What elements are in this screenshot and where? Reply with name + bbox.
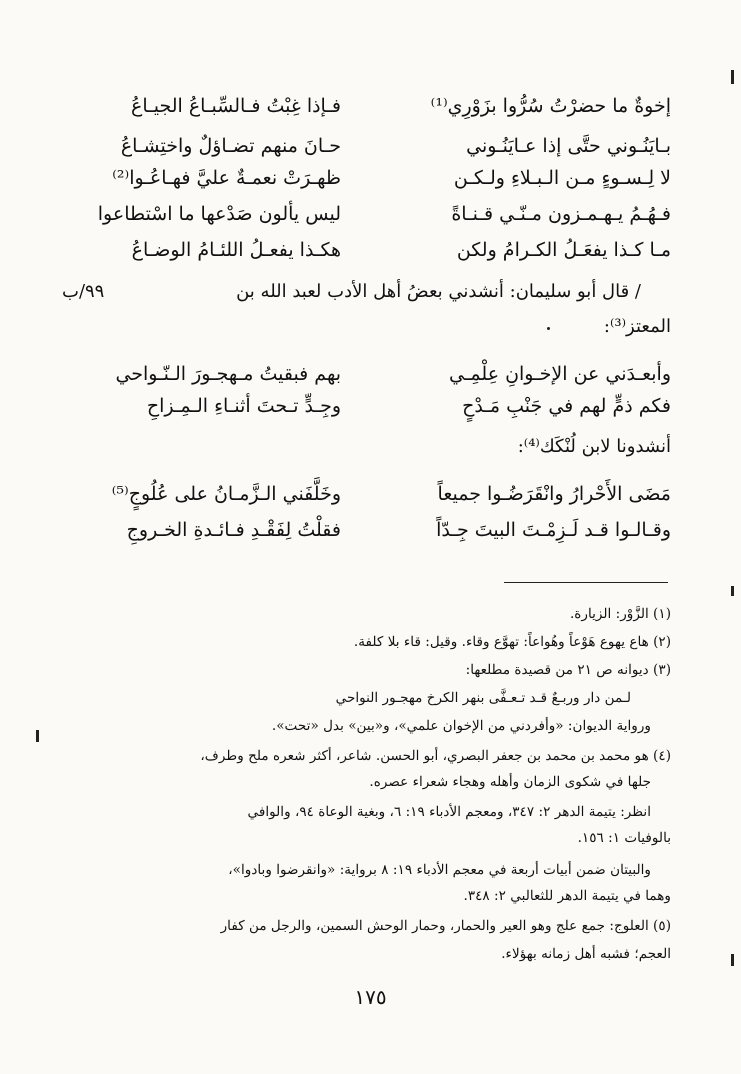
verse-line — [0, 196, 741, 232]
verse-line — [0, 128, 741, 164]
verse-first-hemistich: وقـالـوا قـد لَـزِمْـتَ البيتَ جِـدّاً — [436, 519, 671, 541]
verse-second-hemistich: حـانَ منهم تضـاؤلٌ واختِشـاعُ — [120, 135, 341, 157]
verse-first-hemistich: فـهُـمُ يـهـمـزون مـنّـي قـنـاةً — [451, 203, 671, 225]
attribution-line: أنشدونا لابن لُنْكَك⁽⁴⁾: — [517, 436, 671, 457]
footnote-3-quoted-verse: لـمن دار وربـعٌ قـد تـعـفَّى بنهر الكرخ مهجـور النواحي — [335, 690, 631, 706]
verse-first-hemistich: بـايَنُـوني حتَّى إذا عـايَنُـوني — [466, 135, 671, 157]
footnote-4-continued: جلها في شكوى الزمان وأهله وهجاء شعراء عصره. — [369, 774, 651, 790]
attribution-line: / قال أبو سليمان: أنشدني بعضُ أهل الأدب لعبد الله بن — [236, 281, 641, 302]
footnote-1: (١) الزَّوْر: الزيارة. — [569, 606, 671, 622]
footnote-5-continued: العجم؛ فشبه أهل زمانه بهؤلاء. — [501, 946, 671, 962]
verse-second-hemistich: وجِـدٍّ تـحتَ أثنـاءِ الـمِـزاحِ — [146, 395, 341, 417]
footnote-4-references-continued: بالوفيات ١: ١٥٦. — [577, 830, 671, 846]
verse-first-hemistich: مَضَى الأَحْرارُ وانْقَرَضُـوا جميعاً — [437, 483, 671, 505]
scan-edge-mark — [731, 586, 734, 596]
verse-second-hemistich: بهم فبقيتُ مـهجـورَ الـنّـواحي — [115, 363, 341, 385]
verse-line — [0, 476, 741, 512]
folio-marker: ٩٩/ب — [62, 281, 105, 302]
verse-second-hemistich: وخَلَّفَني الـزَّمـانُ على عُلُوجٍ⁽⁵⁾ — [111, 483, 341, 505]
verse-line — [0, 388, 741, 424]
footnote-4: (٤) هو محمد بن محمد بن جعفر البصري، أبو الحسن. شاعر، أكثر شعره ملح وطرف، — [200, 748, 671, 764]
scan-edge-mark — [731, 954, 734, 966]
attribution-line-continued: المعتز⁽³⁾: — [603, 316, 671, 337]
footnote-3-continued: ورواية الديوان: «وأفردني من الإخوان علمي»، و«بين» بدل «تحت». — [271, 718, 651, 734]
verse-second-hemistich: ليس يألون صَدْعها ما اسْتطاعوا — [97, 203, 341, 225]
verse-second-hemistich: هكـذا يفعـلُ اللئـامُ الوضـاعُ — [131, 239, 341, 261]
footnote-separator — [504, 582, 668, 583]
verse-line — [0, 160, 741, 196]
footnote-4-note: والبيتان ضمن أبيات أربعة في معجم الأدباء ١٩: ٨ برواية: «وانقرضوا وبادوا»، — [228, 862, 651, 878]
footnote-3: (٣) ديوانه ص ٢١ من قصيدة مطلعها: — [465, 662, 671, 678]
footnote-5: (٥) العلوج: جمع علج وهو العير والحمار، وحمار الوحش السمين، والرجل من كفار — [220, 918, 671, 934]
verse-first-hemistich: إخوةٌ ما حضرْتُ سُرُّوا بزَوْرِي⁽¹⁾ — [430, 95, 671, 117]
verse-line — [0, 356, 741, 392]
page-number: ١٧٥ — [354, 985, 387, 1009]
verse-first-hemistich: وأبعـدَني عن الإخـوانِ عِلْمِـي — [449, 363, 671, 385]
scan-edge-mark — [731, 70, 734, 84]
footnote-2: (٢) هاع يهوع هَوْعاً وهُواعاً: تهوَّع وقاء. وقيل: قاء بلا كلفة. — [353, 634, 671, 650]
verse-line — [0, 232, 741, 268]
scan-speck — [547, 327, 550, 330]
verse-first-hemistich: لا لِـسـوءٍ مـن الـبـلاءِ ولـكـن — [453, 167, 671, 189]
verse-line — [0, 512, 741, 548]
scan-edge-mark — [36, 730, 39, 742]
verse-second-hemistich: فقلْتُ لِفَقْـدِ فـائـدةِ الخـروجِ — [126, 519, 341, 541]
verse-second-hemistich: فـإذا غِبْتُ فـالسِّبـاعُ الجيـاعُ — [131, 95, 341, 117]
verse-first-hemistich: مـا كـذا يفعَـلُ الكـرامُ ولكن — [456, 239, 671, 261]
verse-line — [0, 88, 741, 124]
verse-second-hemistich: ظهـرَتْ نعمـةٌ عليَّ فهـاعُـوا⁽²⁾ — [112, 167, 341, 189]
footnote-4-references: انظر: يتيمة الدهر ٢: ٣٤٧، ومعجم الأدباء ١٩: ٦، وبغية الوعاة ٩٤، والوافي — [247, 804, 651, 820]
footnote-4-note-continued: وهما في يتيمة الدهر للثعالبي ٢: ٣٤٨. — [463, 888, 671, 904]
verse-first-hemistich: فكم ذمٍّ لهم في جَنْبِ مَـدْحٍ — [462, 395, 671, 417]
